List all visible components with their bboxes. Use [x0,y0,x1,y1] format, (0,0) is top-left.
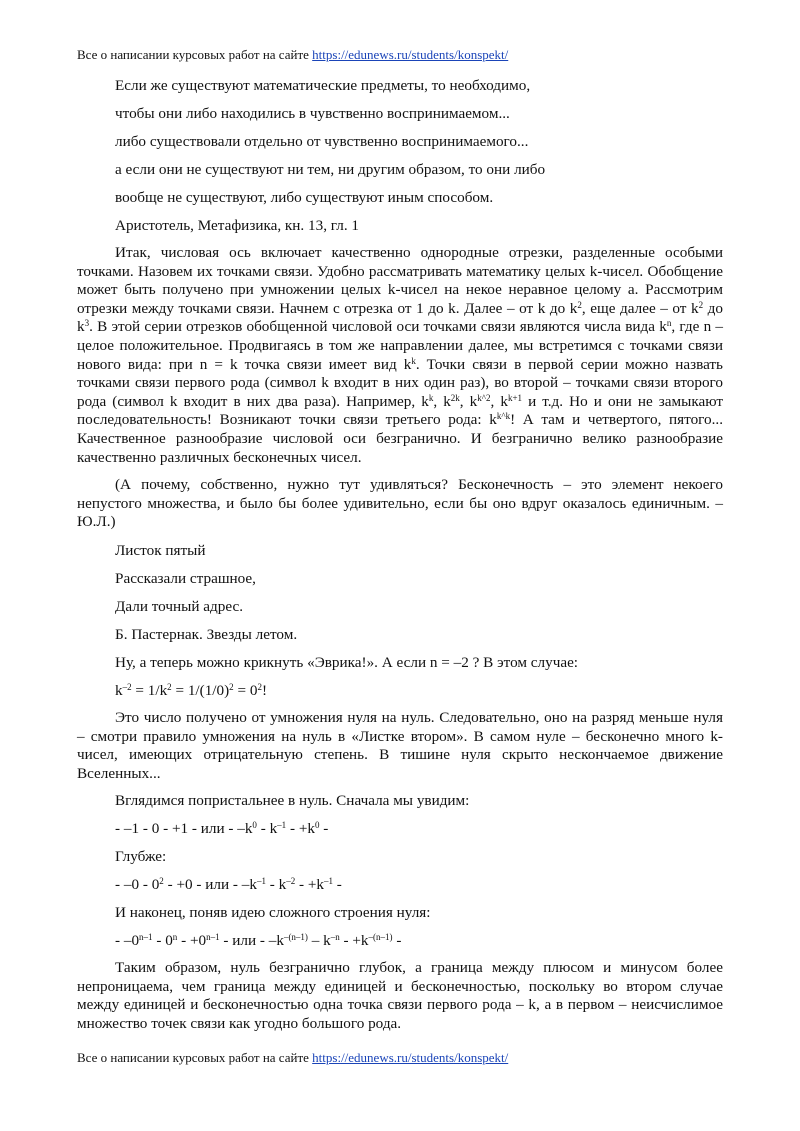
poem-line: Рассказали страшное, [115,569,256,587]
poem-attribution: Б. Пастернак. Звезды летом. [115,625,298,643]
epigraph-attribution: Аристотель, Метафизика, кн. 13, гл. 1 [115,217,360,234]
header-text: Все о написании курсовых работ на сайте [77,47,309,62]
sequence-line: - $-0^{n-1} - 0^n - +0^{n-1}$ - или - $-k^{-(n-1)} - k^{-n} - +k^{-(n-1)}$ - [115,932,402,950]
sequence-line: - –1 - 0 - +1 - или - $-k^0 - k^{-1} - +k^0$ - [115,820,329,838]
look-line: Вглядимся попристальнее в нуль. Сначала мы увидим: [115,792,470,810]
paragraph-comment: (А почему, собственно, нужно тут удивляться? Бесконечность – это элемент некоего непустого множества, и было бы более удивительно, если бы оно вдруг оказалось единичным. – Ю.Л.) [77,476,723,531]
epigraph-line: а если они не существуют ни тем, ни другим образом, то они либо [115,161,546,178]
paragraph-conclusion: Таким образом, нуль безгранично глубок, а граница между плюсом и минусом более непроницаема, чем граница между единицей и бесконечностью, поскольку во втором случае между единицей и бесконечностью одна точка связи первого рода – k, а в первом – неисчислимое множество точек связи как угодно большого рода. [77,959,723,1033]
epigraph-line: чтобы они либо находились в чувственно воспринимаемом... [115,105,510,122]
page-header [77,47,508,63]
footer-text: Все о написании курсовых работ на сайте [77,1050,309,1065]
header-link[interactable]: https://edunews.ru/students/konspekt/ [312,47,509,62]
eureka-line: Ну, а теперь можно крикнуть «Эврика!». А если n = –2 ? В этом случае: [115,653,579,671]
epigraph-line: Если же существуют математические предметы, то необходимо, [115,77,531,94]
formula-line: $k^{-2} = 1/k^2 = 1/(1/0)^2 = 0^2$! [115,681,267,699]
deeper-line: Глубже: [115,848,167,866]
finally-line: И наконец, поняв идею сложного строения нуля: [115,904,431,922]
paragraph-zero: Это число получено от умножения нуля на нуль. Следовательно, оно на разряд меньше нуля – смотри правило умножения на нуль в «Листке втором». В самом нуле – бесконечно много k-чисел, имеющих отрицательную степень. В тишине нуля скрыто нескончаемое движение Вселенных... [77,708,723,782]
paragraph-connection-points: Итак, числовая ось включает качественно однородные отрезки, разделенные особыми точками. Назовем их точками связи. Удобно рассматривать математику целых k-чисел. Обобщение может быть получено при умножении целых k-чисел на некое неравное целому а. Рассмотрим отрезки между точками связи. Начнем с отрезка от 1 до k. Далее – от k до $k^2$, еще далее – от $k^2$ до $k^3$. В этой серии отрезков обобщенной числовой оси точками связи являются числа вида $k^n$, где n – целое положительное. Продвигаясь в том же направлении далее, мы встретимся с точками связи нового вида: при n = k точка связи имеет вид $k^k$. Точки связи в первой серии можно назвать точками связи первого рода (символ k входит в них один раз), во второй – точками связи второго рода (символ k входит в них два раза). Например, $k^k$, $k^{2k}$, $k^{k\^{}2}$, $k^{k+1}$ и т.д. Но и они не замыкают последовательность! Возникают точки связи третьего рода: $k^{k\^{}k}$! А там и четвертого, пятого... Качественное разнообразие числовой оси безгранично. И безгранично велико разнообразие качественно различных бесконечных чисел. [77,244,724,466]
section-title: Листок пятый [115,541,206,559]
document-body [77,76,723,1043]
epigraph-line: либо существовали отдельно от чувственно воспринимаемого... [115,133,529,150]
page-footer [77,1050,508,1066]
epigraph-line: вообще не существуют, либо существуют иным способом. [115,189,494,206]
sequence-line: - $-0 - 0^2 - +0$ - или - $-k^{-1} - k^{-2} - +k^{-1}$ - [115,876,342,894]
poem-line: Дали точный адрес. [115,597,243,615]
footer-link[interactable]: https://edunews.ru/students/konspekt/ [312,1050,509,1065]
